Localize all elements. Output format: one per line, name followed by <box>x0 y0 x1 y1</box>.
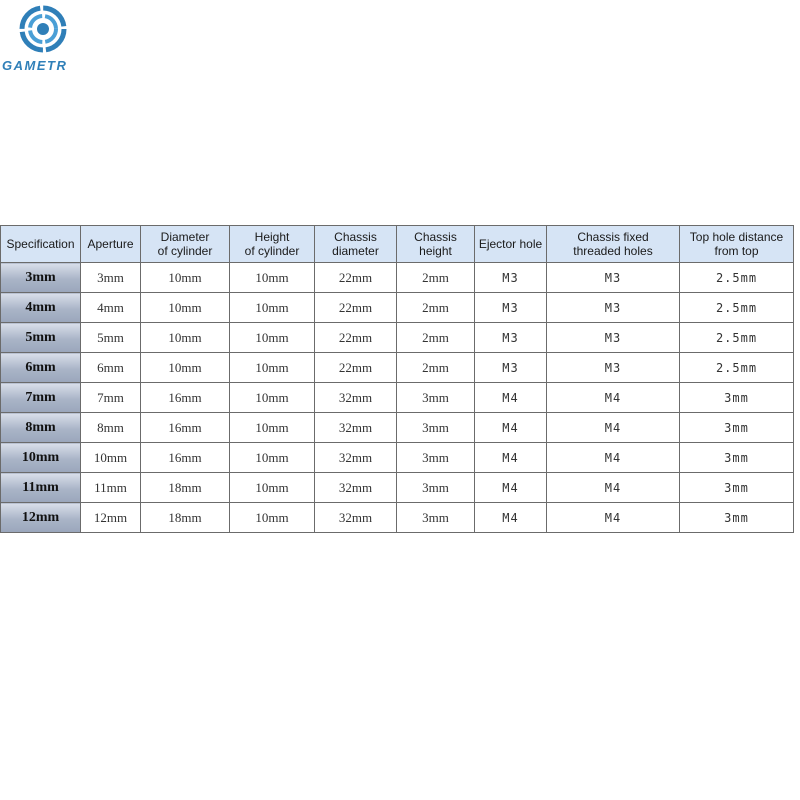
table-cell: M4 <box>547 473 680 503</box>
table-cell: 3mm <box>680 473 794 503</box>
table-cell: M4 <box>475 413 547 443</box>
table-cell: 8mm <box>81 413 141 443</box>
table-cell: 7mm <box>81 383 141 413</box>
column-header: Aperture <box>81 226 141 263</box>
table-cell: 3mm <box>397 503 475 533</box>
table-cell: M4 <box>547 383 680 413</box>
table-cell: 2mm <box>397 353 475 383</box>
table-cell: M4 <box>475 383 547 413</box>
table-row <box>1 443 794 473</box>
table-cell: M3 <box>547 353 680 383</box>
table-cell: 10mm <box>230 323 315 353</box>
table-cell: M4 <box>547 413 680 443</box>
table-body <box>1 263 794 533</box>
table-cell: 2.5mm <box>680 323 794 353</box>
table-row <box>1 503 794 533</box>
table-cell: 32mm <box>315 383 397 413</box>
table-row <box>1 473 794 503</box>
table-cell: 32mm <box>315 473 397 503</box>
table-cell: 18mm <box>141 503 230 533</box>
table-cell: M4 <box>475 503 547 533</box>
table-cell: 3mm <box>397 443 475 473</box>
table-cell: 2.5mm <box>680 263 794 293</box>
table-cell: 16mm <box>141 383 230 413</box>
table-cell: 3mm <box>397 473 475 503</box>
spec-cell: 3mm <box>1 263 81 293</box>
spec-cell: 11mm <box>1 473 81 503</box>
table-cell: 22mm <box>315 263 397 293</box>
table-cell: 10mm <box>230 443 315 473</box>
table-cell: 32mm <box>315 413 397 443</box>
table-cell: 10mm <box>141 263 230 293</box>
table-cell: 32mm <box>315 503 397 533</box>
table-row <box>1 323 794 353</box>
table-cell: 2.5mm <box>680 293 794 323</box>
spec-cell: 10mm <box>1 443 81 473</box>
table-cell: 12mm <box>81 503 141 533</box>
table-cell: 10mm <box>230 263 315 293</box>
column-header: Diameter of cylinder <box>141 226 230 263</box>
column-header: Chassis fixed threaded holes <box>547 226 680 263</box>
table-cell: M3 <box>547 293 680 323</box>
table-cell: 3mm <box>680 413 794 443</box>
spec-table <box>0 225 794 533</box>
table-cell: M4 <box>547 503 680 533</box>
table-row <box>1 413 794 443</box>
table-cell: M3 <box>475 293 547 323</box>
table-cell: 3mm <box>680 443 794 473</box>
table-cell: M3 <box>475 323 547 353</box>
brand-logo <box>0 0 90 80</box>
table-cell: M4 <box>475 443 547 473</box>
table-cell: 10mm <box>230 353 315 383</box>
table-cell: 22mm <box>315 323 397 353</box>
table-cell: 16mm <box>141 413 230 443</box>
table-cell: 2mm <box>397 323 475 353</box>
table-cell: 3mm <box>397 383 475 413</box>
table-cell: 32mm <box>315 443 397 473</box>
column-header: Ejector hole <box>475 226 547 263</box>
spec-cell: 12mm <box>1 503 81 533</box>
table-cell: 6mm <box>81 353 141 383</box>
table-cell: 3mm <box>680 383 794 413</box>
spec-cell: 8mm <box>1 413 81 443</box>
table-cell: 10mm <box>141 323 230 353</box>
table-cell: M4 <box>547 443 680 473</box>
column-header: Specification <box>1 226 81 263</box>
table-cell: M3 <box>547 263 680 293</box>
spec-cell: 6mm <box>1 353 81 383</box>
brand-logo-icon <box>19 5 67 53</box>
table-cell: 10mm <box>230 293 315 323</box>
table-cell: 18mm <box>141 473 230 503</box>
table-cell: 5mm <box>81 323 141 353</box>
table-cell: 2mm <box>397 293 475 323</box>
column-header: Chassis diameter <box>315 226 397 263</box>
table-cell: 10mm <box>141 353 230 383</box>
table-cell: 3mm <box>680 503 794 533</box>
spec-cell: 5mm <box>1 323 81 353</box>
table-cell: 10mm <box>141 293 230 323</box>
table-cell: 10mm <box>230 413 315 443</box>
table-cell: 16mm <box>141 443 230 473</box>
table-cell: M3 <box>547 323 680 353</box>
column-header: Height of cylinder <box>230 226 315 263</box>
spec-cell: 4mm <box>1 293 81 323</box>
table-cell: 22mm <box>315 293 397 323</box>
table-cell: M3 <box>475 353 547 383</box>
table-cell: 3mm <box>397 413 475 443</box>
table-cell: M3 <box>475 263 547 293</box>
table-row <box>1 353 794 383</box>
table-header-row <box>1 226 794 263</box>
table-cell: 10mm <box>230 503 315 533</box>
table-cell: M4 <box>475 473 547 503</box>
brand-logo-text: GAMETR <box>2 58 68 73</box>
table-row <box>1 293 794 323</box>
table-cell: 10mm <box>81 443 141 473</box>
table-cell: 11mm <box>81 473 141 503</box>
table-cell: 2mm <box>397 263 475 293</box>
column-header: Top hole distance from top <box>680 226 794 263</box>
column-header: Chassis height <box>397 226 475 263</box>
table-cell: 3mm <box>81 263 141 293</box>
table-cell: 10mm <box>230 383 315 413</box>
table-cell: 10mm <box>230 473 315 503</box>
spec-cell: 7mm <box>1 383 81 413</box>
table-row <box>1 263 794 293</box>
table-row <box>1 383 794 413</box>
table-cell: 4mm <box>81 293 141 323</box>
table-cell: 22mm <box>315 353 397 383</box>
table-cell: 2.5mm <box>680 353 794 383</box>
